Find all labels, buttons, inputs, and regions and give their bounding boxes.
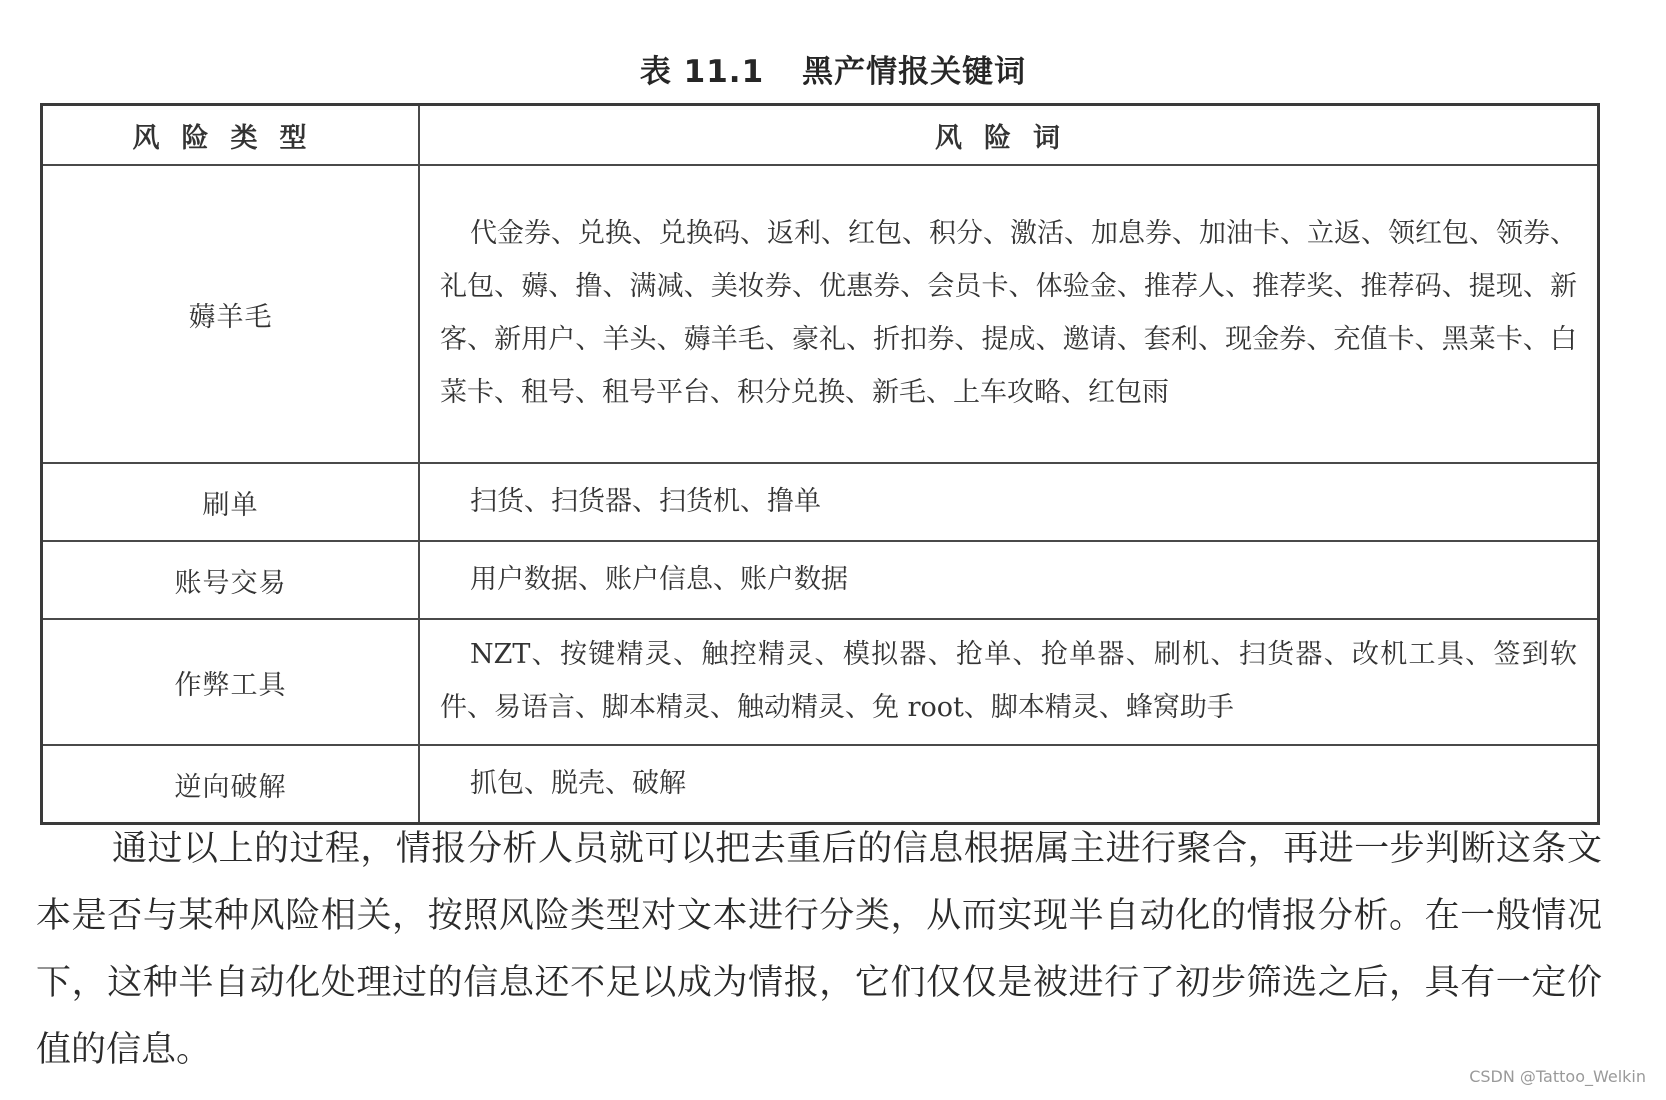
risk-words-cell: 扫货、扫货器、扫货机、撸单: [419, 463, 1599, 541]
risk-words-cell: NZT、按键精灵、触控精灵、模拟器、抢单、抢单器、刷机、扫货器、改机工具、签到软件、易语言、脚本精灵、触动精灵、免 root、脚本精灵、蜂窝助手: [419, 619, 1599, 745]
table-row: [42, 745, 1599, 824]
table-row: [42, 463, 1599, 541]
table-number: 表 11.1: [639, 54, 765, 90]
table-row: [42, 541, 1599, 619]
risk-type-cell: 逆向破解: [42, 745, 420, 824]
header-risk-type: 风险类型: [42, 105, 420, 166]
table-row: [42, 165, 1599, 463]
body-paragraph: 通过以上的过程，情报分析人员就可以把去重后的信息根据属主进行聚合，再进一步判断这条文本是否与某种风险相关，按照风险类型对文本进行分类，从而实现半自动化的情报分析。在一般情况下，这种半自动化处理过的信息还不足以成为情报，它们仅仅是被进行了初步筛选之后，具有一定价值的信息。: [36, 829, 1602, 1070]
risk-type-cell: 账号交易: [42, 541, 420, 619]
risk-type-cell: 作弊工具: [42, 619, 420, 745]
table-caption: [0, 46, 1666, 91]
risk-words-cell: 抓包、脱壳、破解: [419, 745, 1599, 824]
risk-keyword-table: [40, 103, 1600, 825]
header-risk-words: 风险词: [419, 105, 1599, 166]
watermark: CSDN @Tattoo_Welkin: [1469, 1067, 1646, 1086]
table-row: [42, 619, 1599, 745]
risk-words-cell: 用户数据、账户信息、账户数据: [419, 541, 1599, 619]
table-header-row: [42, 105, 1599, 166]
risk-type-cell: 薅羊毛: [42, 165, 420, 463]
risk-type-cell: 刷单: [42, 463, 420, 541]
table-title: 黑产情报关键词: [802, 54, 1027, 90]
risk-words-cell: 代金券、兑换、兑换码、返利、红包、积分、激活、加息券、加油卡、立返、领红包、领券、礼包、薅、撸、满减、美妆券、优惠券、会员卡、体验金、推荐人、推荐奖、推荐码、提现、新客、新用户、羊头、薅羊毛、豪礼、折扣券、提成、邀请、套利、现金券、充值卡、黑菜卡、白菜卡、租号、租号平台、积分兑换、新毛、上车攻略、红包雨: [419, 165, 1599, 463]
